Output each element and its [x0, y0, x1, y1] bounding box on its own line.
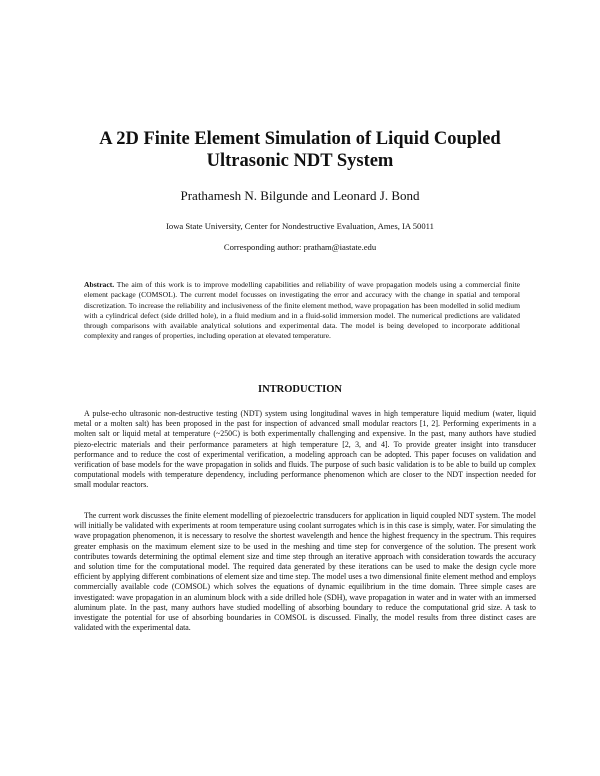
paper-title-line-1: A 2D Finite Element Simulation of Liquid Coupled — [99, 129, 501, 149]
paper-title-line-2: Ultrasonic NDT System — [206, 151, 394, 171]
author-list: Prathamesh N. Bilgunde and Leonard J. Bond — [180, 188, 420, 203]
paper-title — [60, 128, 540, 172]
corresponding-author: Corresponding author: pratham@iastate.edu — [223, 242, 377, 252]
abstract — [84, 280, 520, 342]
introduction-paragraph-2: The current work discusses the finite element modelling of piezoelectric transducers for application in liquid coupled NDT system. The model will initially be validated with experiments at room temperature using coolant surrogates which is in this case is simply, water. For simulating the wave propagation phenomenon, it is necessary to resolve the shortest wavelength and hence the highest frequency in the spectrum. This requires greater emphasis on the maximum element size to be used in the meshing and time step for convergence of the solution. The present work contributes towards determining the optimal element size and time step through an iterative approach with consideration towards the accuracy and solution time for the computational model. The required data generated by these iterations can be used to make the design cycle more efficient by applying different combinations of element size and time step. The model uses a two dimensional finite element method and employs commercially available code (COMSOL) which solves the equations of dynamic equilibrium in the time domain. Three simple cases are investigated: wave propagation in an aluminum block with a side drilled hole (SDH), wave propagation in water and in water with an immersed aluminum plate. In the past, many authors have studied modelling of absorbing boundary to reduce the computational grid size. A task to investigate the potential for use of absorbing boundaries in COMSOL is discussed. Finally, the model results from three distinct cases are validated with the experimental data. — [74, 511, 536, 633]
affiliation: Iowa State University, Center for Nondestructive Evaluation, Ames, IA 50011 — [166, 221, 434, 231]
introduction-paragraph-1: A pulse-echo ultrasonic non-destructive testing (NDT) system using longitudinal waves in high temperature liquid medium (water, liquid metal or a molten salt) has been proposed in the past for inspection of advanced small modular reactors [1, 2]. Performing experiments in a molten salt or liquid metal at temperature (~250C) is both experimentally challenging and expensive. In the past, many authors have studied piezo-electric materials and their performance parameters at high temperature [2, 3, and 4]. To provide greater insight into transducer performance and to reduce the cost of experimental verification, a modeling approach can be adopted. This paper focuses on validation and verification of base models for the wave propagation in solids and fluids. The purpose of such basic validation is to be able to build up complex computational models with temperature dependency, including performance phenomenon which are closer to the NDT inspection needed for small modular reactors. — [74, 409, 536, 490]
abstract-text: The aim of this work is to improve modelling capabilities and reliability of wave propagation models using a commercial finite element package (COMSOL). The current model focusses on investigating the error and accuracy with the change in spatial and temporal discretization. To increase the reliability and inclusiveness of the finite element method, wave propagation has been modelled in solid medium with a cylindrical defect (side drilled hole), in a fluid medium and in a fluid-solid immersion model. The numerical predictions are validated through comparisons with available analytical solutions and experimental data. The model is being developed to incorporate additional complexity and ranges of properties, including operation at elevated temperature. — [84, 280, 520, 341]
abstract-label: Abstract. — [84, 280, 115, 289]
section-heading-introduction: INTRODUCTION — [257, 384, 342, 395]
